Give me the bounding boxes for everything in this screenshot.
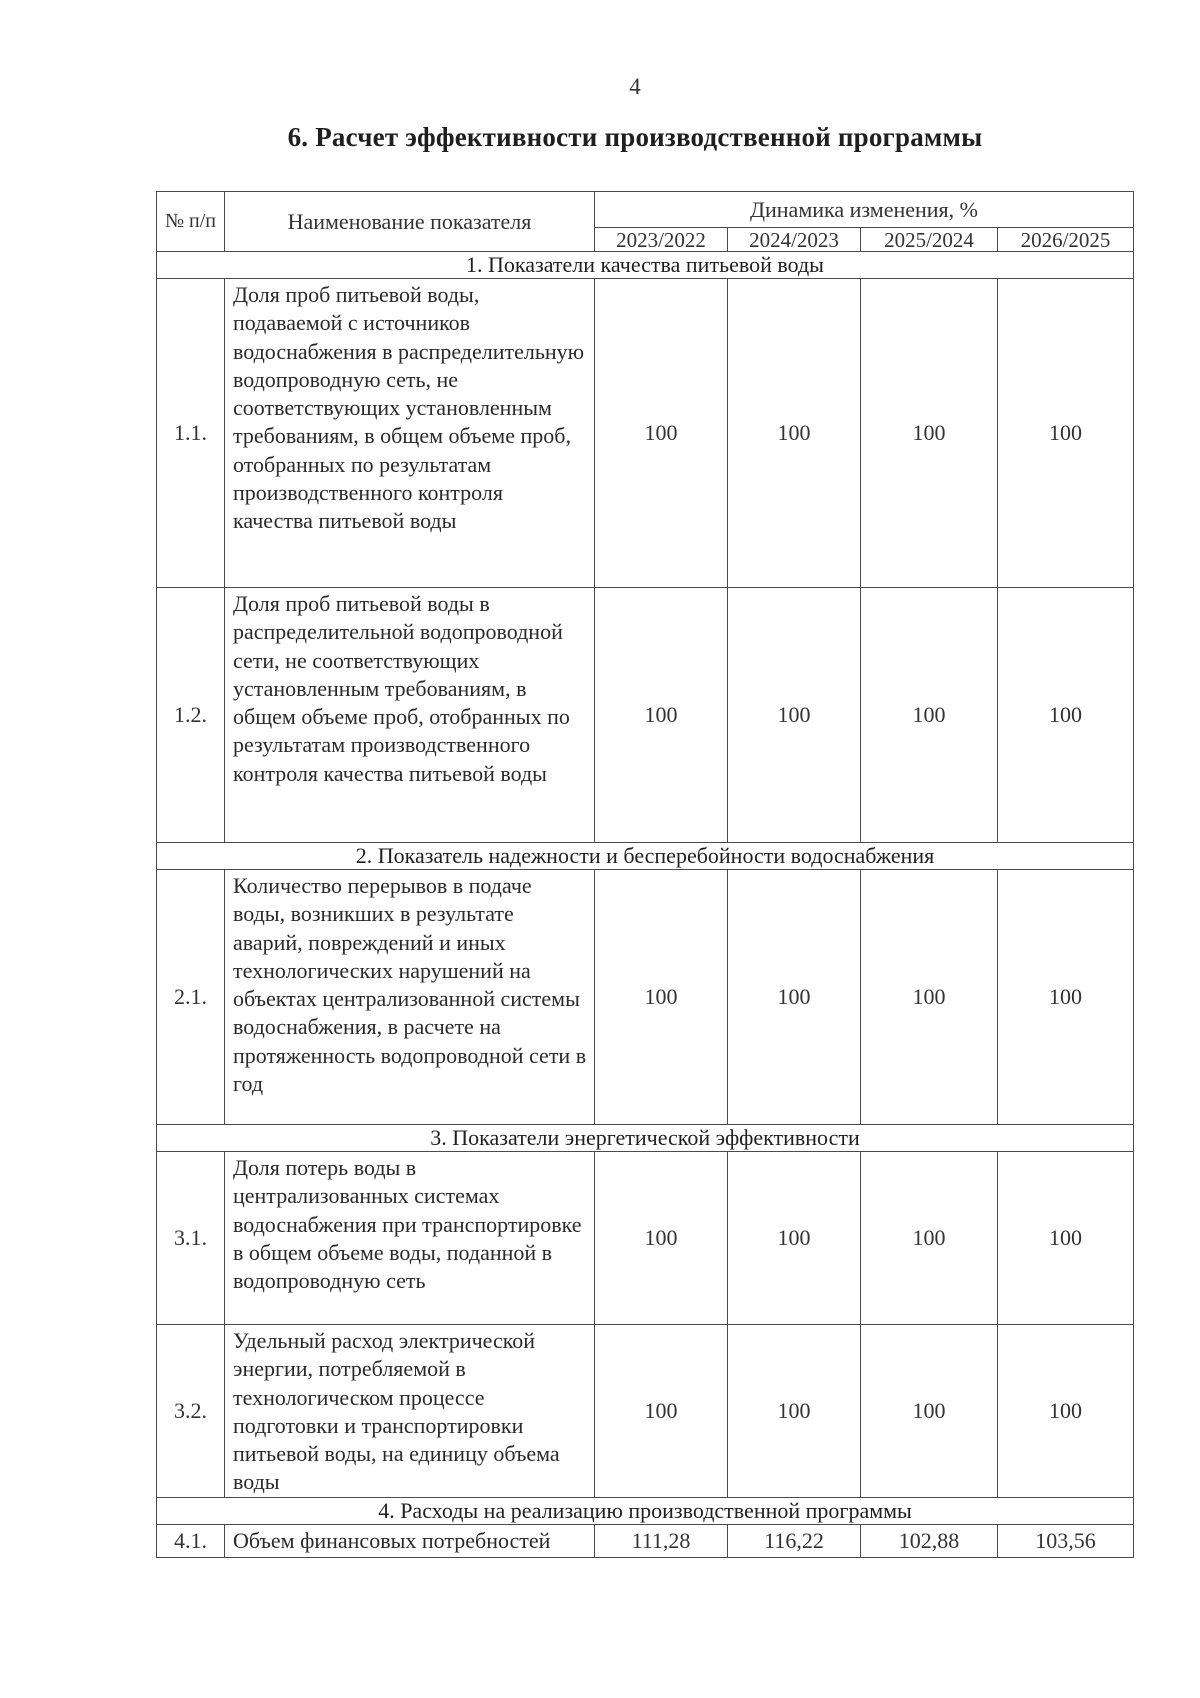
value-cell: 100 (595, 1325, 728, 1498)
value-cell: 100 (728, 279, 861, 588)
row-number: 1.2. (157, 588, 225, 843)
section-row (157, 843, 1134, 870)
table-row (157, 1325, 1134, 1498)
value-cell: 100 (998, 588, 1134, 843)
value-cell: 100 (998, 870, 1134, 1125)
value-cell: 100 (861, 870, 998, 1125)
section-title: 4. Расходы на реализацию производственной программы (157, 1498, 1134, 1525)
table-row (157, 279, 1134, 588)
value-cell: 111,28 (595, 1525, 728, 1558)
value-cell: 100 (728, 870, 861, 1125)
value-cell: 116,22 (728, 1525, 861, 1558)
value-cell: 100 (861, 588, 998, 843)
value-cell: 100 (595, 588, 728, 843)
section-title: 3. Показатели энергетической эффективности (157, 1125, 1134, 1152)
value-cell: 103,56 (998, 1525, 1134, 1558)
header-row (157, 192, 1134, 228)
table-row (157, 1525, 1134, 1558)
header-num: № п/п (157, 192, 225, 252)
row-number: 4.1. (157, 1525, 225, 1558)
indicator-name: Удельный расход электрической энергии, потребляемой в технологическом процессе подготовки и транспортировки питьевой воды, на единицу объема воды (225, 1325, 595, 1498)
value-cell: 100 (728, 588, 861, 843)
value-cell: 102,88 (861, 1525, 998, 1558)
indicator-name: Доля проб питьевой воды в распределительной водопроводной сети, не соответствующих установленным требованиям, в общем объеме проб, отобранных по результатам производственного контроля качества питьевой воды (225, 588, 595, 843)
row-number: 2.1. (157, 870, 225, 1125)
section-row (157, 1125, 1134, 1152)
value-cell: 100 (861, 1325, 998, 1498)
header-year: 2025/2024 (861, 228, 998, 252)
section-title: 2. Показатель надежности и бесперебойности водоснабжения (157, 843, 1134, 870)
efficiency-table (156, 191, 1134, 1558)
header-year: 2026/2025 (998, 228, 1134, 252)
indicator-name: Количество перерывов в подаче воды, возникших в результате аварий, повреждений и иных технологических нарушений на объектах централизованной системы водоснабжения, в расчете на протяженность водопроводной сети в год (225, 870, 595, 1125)
table-row (157, 1152, 1134, 1325)
header-dynamics: Динамика изменения, % (595, 192, 1134, 228)
value-cell: 100 (861, 279, 998, 588)
section-row (157, 252, 1134, 279)
table-row (157, 588, 1134, 843)
value-cell: 100 (728, 1325, 861, 1498)
value-cell: 100 (728, 1152, 861, 1325)
indicator-name: Доля проб питьевой воды, подаваемой с источников водоснабжения в распределительную водопроводную сеть, не соответствующих установленным требованиям, в общем объеме проб, отобранных по результатам производственного контроля качества питьевой воды (225, 279, 595, 588)
row-number: 3.2. (157, 1325, 225, 1498)
section-title: 1. Показатели качества питьевой воды (157, 252, 1134, 279)
value-cell: 100 (998, 279, 1134, 588)
row-number: 1.1. (157, 279, 225, 588)
value-cell: 100 (998, 1152, 1134, 1325)
table-row (157, 870, 1134, 1125)
header-year: 2024/2023 (728, 228, 861, 252)
indicator-name: Доля потерь воды в централизованных системах водоснабжения при транспортировке в общем объеме воды, поданной в водопроводную сеть (225, 1152, 595, 1325)
section-row (157, 1498, 1134, 1525)
indicator-name: Объем финансовых потребностей (225, 1525, 595, 1558)
value-cell: 100 (998, 1325, 1134, 1498)
value-cell: 100 (861, 1152, 998, 1325)
value-cell: 100 (595, 870, 728, 1125)
value-cell: 100 (595, 279, 728, 588)
row-number: 3.1. (157, 1152, 225, 1325)
page-number: 4 (629, 74, 641, 99)
header-year: 2023/2022 (595, 228, 728, 252)
document-title: 6. Расчет эффективности производственной программы (287, 122, 983, 152)
header-name: Наименование показателя (225, 192, 595, 252)
value-cell: 100 (595, 1152, 728, 1325)
